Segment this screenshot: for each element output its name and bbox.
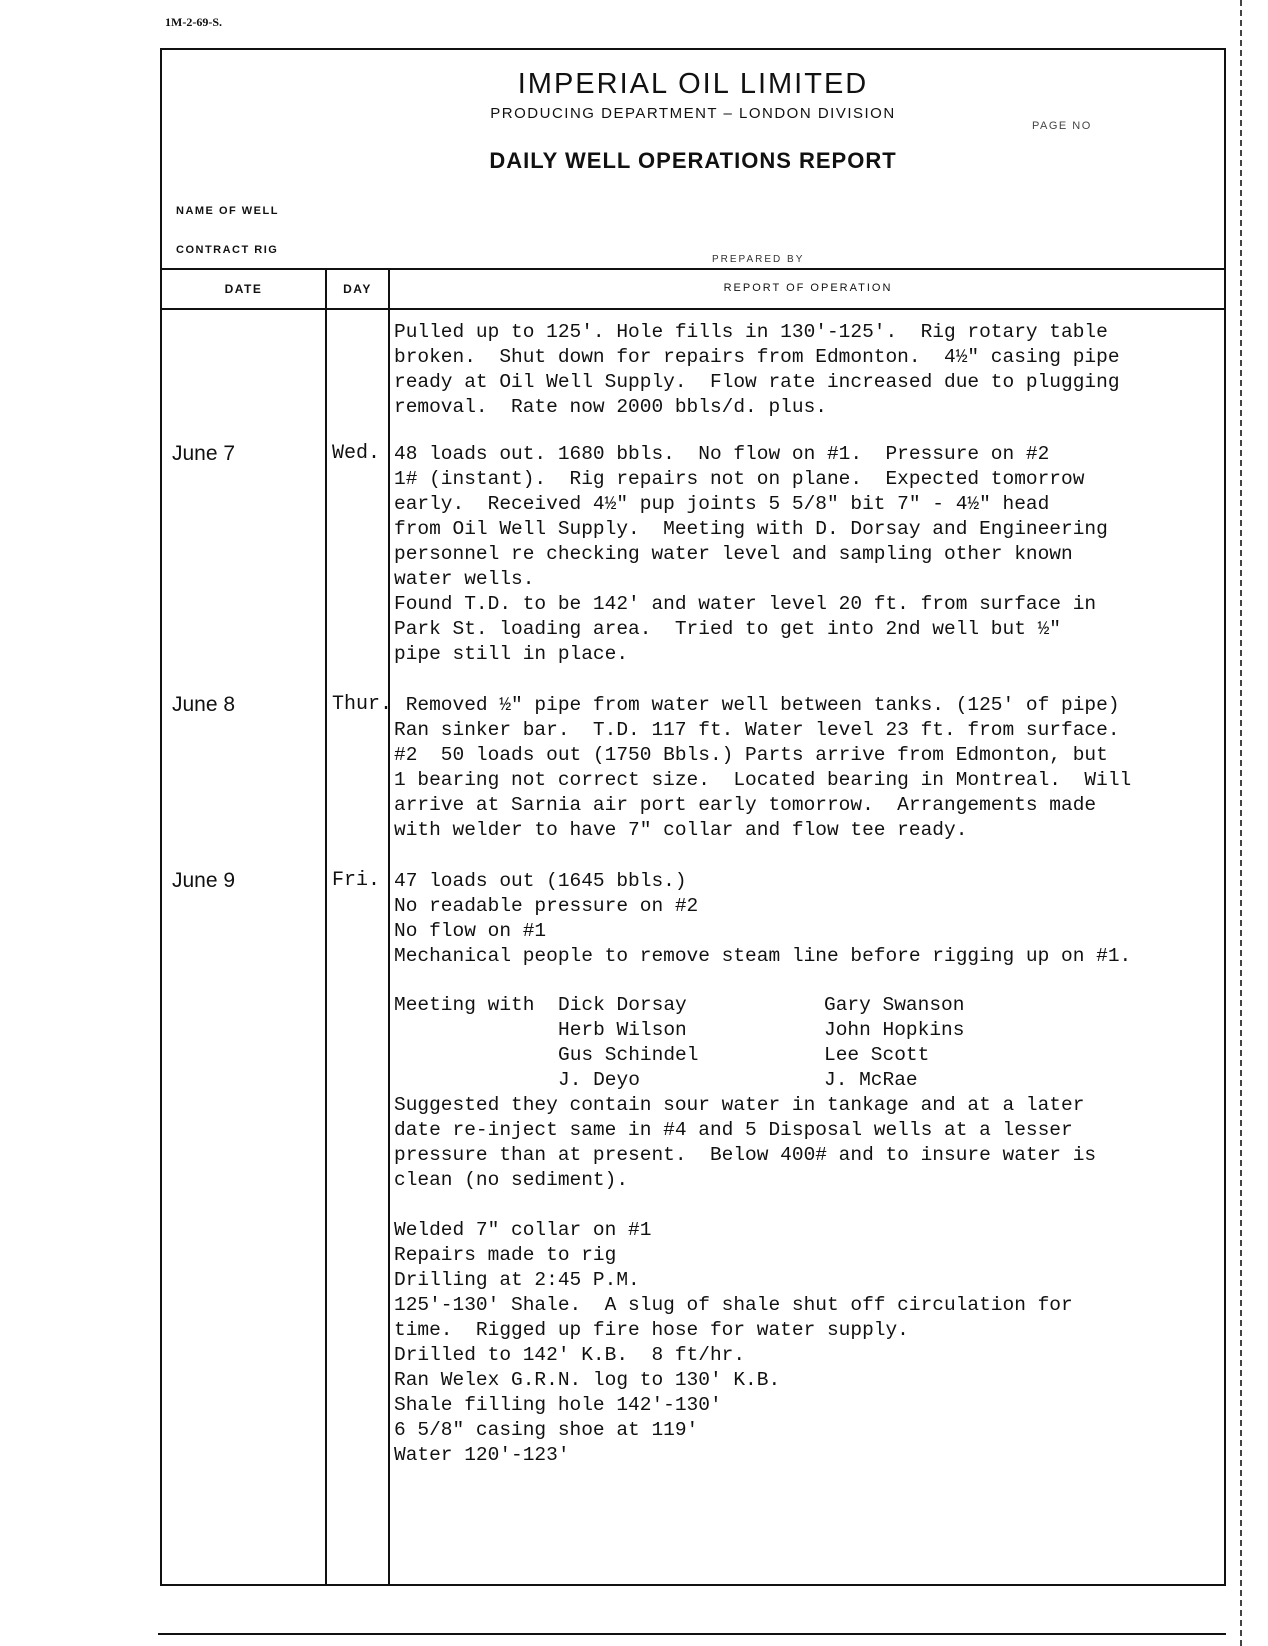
column-date-header: DATE: [224, 282, 263, 296]
meeting-label: Meeting with: [394, 994, 535, 1016]
form-code: 1M-2-69-S.: [165, 15, 222, 29]
report-line: removal. Rate now 2000 bbls/d. plus.: [394, 396, 827, 418]
column-header-divider: [162, 308, 1224, 310]
report-line: Ran Welex G.R.N. log to 130' K.B.: [394, 1369, 781, 1391]
meeting-attendees: [394, 993, 1131, 1093]
report-line: Ran sinker bar. T.D. 117 ft. Water level 23 ft. from surface.: [394, 719, 1120, 741]
attendee-name: Herb Wilson: [558, 1019, 687, 1041]
report-line: Shale filling hole 142'-130': [394, 1394, 722, 1416]
page-edge-mark: [1240, 0, 1242, 1646]
report-line: Water 120'-123': [394, 1444, 570, 1466]
department-name: PRODUCING DEPARTMENT – LONDON DIVISION: [490, 105, 896, 122]
report-line: early. Received 4½" pup joints 5 5/8" bit 7" - 4½" head: [394, 493, 1050, 515]
report-line: Repairs made to rig: [394, 1244, 617, 1266]
page-bottom-rule: [158, 1633, 1226, 1635]
header-divider: [162, 268, 1224, 270]
day-column-divider: [388, 268, 390, 1586]
page-no-label: PAGE NO: [1032, 120, 1092, 132]
attendee-name: Lee Scott: [824, 1044, 930, 1066]
report-line: 1# (instant). Rig repairs not on plane. Expected tomorrow: [394, 468, 1085, 490]
report-line: Removed ½" pipe from water well between tanks. (125' of pipe): [394, 694, 1120, 716]
report-line: Park St. loading area. Tried to get into 2nd well but ½": [394, 618, 1062, 640]
report-line: pressure than at present. Below 400# and to insure water is: [394, 1144, 1097, 1166]
attendee-name: Gus Schindel: [558, 1044, 699, 1066]
attendee-name: J. Deyo: [558, 1069, 640, 1091]
entry-date: June 8: [172, 693, 236, 716]
report-line: with welder to have 7" collar and flow tee ready.: [394, 819, 968, 841]
name-of-well-label: NAME OF WELL: [176, 205, 279, 217]
entry-text: [394, 442, 1108, 667]
report-line: 47 loads out (1645 bbls.): [394, 870, 687, 892]
report-line: No flow on #1: [394, 920, 547, 942]
attendee-name: Gary Swanson: [824, 994, 965, 1016]
report-line: water wells.: [394, 568, 535, 590]
report-line: No readable pressure on #2: [394, 895, 699, 917]
report-line: Found T.D. to be 142' and water level 20 ft. from surface in: [394, 593, 1097, 615]
report-line: #2 50 loads out (1750 Bbls.) Parts arrive from Edmonton, but: [394, 744, 1108, 766]
report-line: [394, 1193, 1131, 1218]
report-line: from Oil Well Supply. Meeting with D. Dorsay and Engineering: [394, 518, 1108, 540]
company-name: IMPERIAL OIL LIMITED: [517, 68, 869, 100]
report-line: 48 loads out. 1680 bbls. No flow on #1. Pressure on #2: [394, 443, 1050, 465]
report-line: Drilled to 142' K.B. 8 ft/hr.: [394, 1344, 746, 1366]
column-report-header: REPORT OF OPERATION: [723, 282, 893, 294]
contract-rig-label: CONTRACT RIG: [176, 244, 279, 256]
entry-day: Fri.: [332, 869, 381, 892]
attendee-name: J. McRae: [824, 1069, 918, 1091]
report-line: Welded 7" collar on #1: [394, 1219, 652, 1241]
attendee-name: John Hopkins: [824, 1019, 965, 1041]
attendee-name: Dick Dorsay: [558, 994, 687, 1016]
date-column-divider: [325, 268, 327, 1586]
entry-date: June 7: [172, 442, 236, 465]
report-line: 6 5/8" casing shoe at 119': [394, 1419, 699, 1441]
entry-text: [394, 320, 1120, 420]
report-line: time. Rigged up fire hose for water supply.: [394, 1319, 909, 1341]
report-line: ready at Oil Well Supply. Flow rate increased due to plugging: [394, 371, 1120, 393]
report-line: 125'-130' Shale. A slug of shale shut off circulation for: [394, 1294, 1073, 1316]
report-line: 1 bearing not correct size. Located bearing in Montreal. Will: [394, 769, 1132, 791]
report-line: clean (no sediment).: [394, 1169, 629, 1191]
report-line: date re-inject same in #4 and 5 Disposal wells at a lesser: [394, 1119, 1073, 1141]
report-line: personnel re checking water level and sampling other known: [394, 543, 1073, 565]
report-form: [160, 48, 1226, 1586]
blank-line: [394, 969, 1131, 993]
report-line: Pulled up to 125'. Hole fills in 130'-125'. Rig rotary table: [394, 321, 1108, 343]
report-title: DAILY WELL OPERATIONS REPORT: [489, 148, 897, 173]
prepared-by-label: PREPARED BY: [712, 254, 805, 265]
report-line: broken. Shut down for repairs from Edmonton. 4½" casing pipe: [394, 346, 1120, 368]
report-line: pipe still in place.: [394, 643, 629, 665]
report-line: arrive at Sarnia air port early tomorrow. Arrangements made: [394, 794, 1097, 816]
entry-day: Wed.: [332, 442, 381, 465]
entry-date: June 9: [172, 869, 236, 892]
entry-day: Thur.: [332, 693, 393, 716]
entry-text: [394, 693, 1131, 843]
entry-text: [394, 869, 1131, 1468]
report-line: Mechanical people to remove steam line before rigging up on #1.: [394, 945, 1132, 967]
report-line: Suggested they contain sour water in tankage and at a later: [394, 1094, 1085, 1116]
report-line: Drilling at 2:45 P.M.: [394, 1269, 640, 1291]
column-day-header: DAY: [343, 282, 372, 296]
